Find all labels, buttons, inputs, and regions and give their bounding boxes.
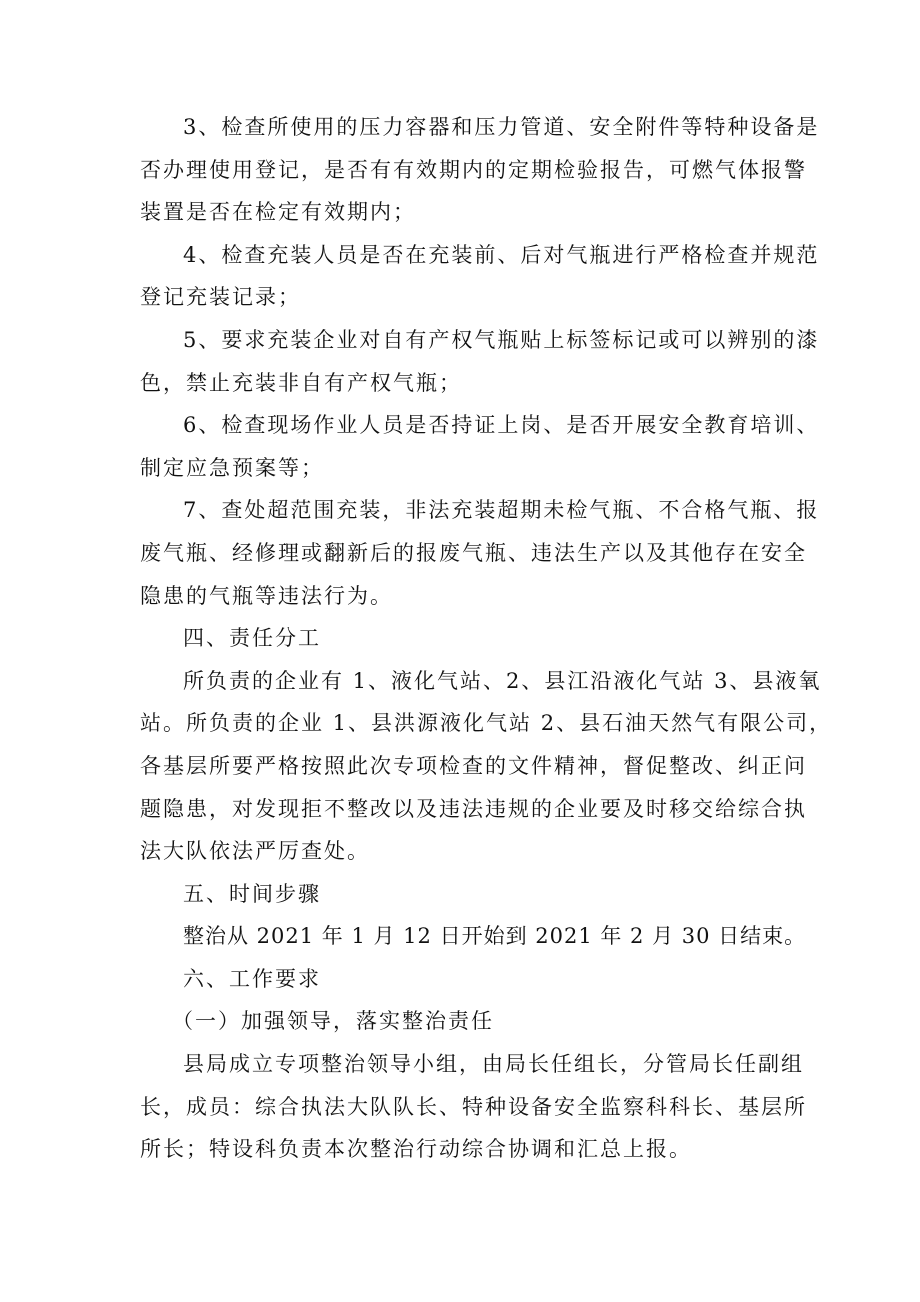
text-line: 5、要求充装企业对自有产权气瓶贴上标签标记或可以辨别的漆 (183, 327, 820, 352)
text-line: 站。所负责的企业 1、县洪源液化气站 2、县石油天然气有限公司， (140, 711, 833, 736)
document-body (140, 106, 833, 1171)
inspection-item-5 (140, 319, 820, 404)
inspection-item-6 (140, 404, 820, 489)
text-line: 6、检查现场作业人员是否持证上岗、是否开展安全教育培训、 (183, 413, 820, 438)
text-line: 各基层所要严格按照此次专项检查的文件精神，督促整改、纠正问 (140, 753, 807, 778)
subsection-heading-leadership: （一）加强领导，落实整治责任 (172, 1009, 494, 1034)
section-body-schedule: 整治从 2021 年 1 月 12 日开始到 2021 年 2 月 30 日结束。 (183, 924, 807, 949)
text-line: 所负责的企业有 1、液化气站、2、县江沿液化气站 3、县液氧 (183, 668, 822, 693)
section-heading-schedule: 五、时间步骤 (183, 881, 321, 906)
text-line: 题隐患，对发现拒不整改以及违法违规的企业要及时移交给综合执 (140, 796, 807, 821)
subsection-body-leadership (140, 1043, 807, 1171)
section-body-responsibility (140, 660, 833, 873)
inspection-item-3 (140, 106, 820, 234)
inspection-item-7 (140, 489, 820, 617)
text-line: 4、检查充装人员是否在充装前、后对气瓶进行严格检查并规范 (183, 242, 820, 267)
text-line: 否办理使用登记，是否有有效期内的定期检验报告，可燃气体报警 (140, 157, 807, 182)
section-heading-requirements: 六、工作要求 (183, 966, 321, 991)
text-line: 废气瓶、经修理或翻新后的报废气瓶、违法生产以及其他存在安全 (140, 540, 807, 565)
section-heading-responsibility: 四、责任分工 (183, 626, 321, 651)
text-line: 3、检查所使用的压力容器和压力管道、安全附件等特种设备是 (183, 115, 820, 139)
text-line: 登记充装记录； (140, 285, 301, 310)
text-line: 县局成立专项整治领导小组，由局长任组长，分管局长任副组 (183, 1052, 804, 1077)
text-line: 所长；特设科负责本次整治行动综合协调和汇总上报。 (140, 1137, 692, 1162)
text-line: 法大队依法严厉查处。 (140, 839, 370, 864)
text-line: 长，成员：综合执法大队队长、特种设备安全监察科科长、基层所 (140, 1094, 807, 1119)
text-line: 色，禁止充装非自有产权气瓶； (140, 370, 462, 395)
text-line: 装置是否在检定有效期内； (140, 200, 416, 225)
text-line: 制定应急预案等； (140, 455, 324, 480)
inspection-item-4 (140, 234, 820, 319)
text-line: 隐患的气瓶等违法行为。 (140, 583, 393, 608)
text-line: 7、查处超范围充装，非法充装超期未检气瓶、不合格气瓶、报 (183, 498, 820, 523)
